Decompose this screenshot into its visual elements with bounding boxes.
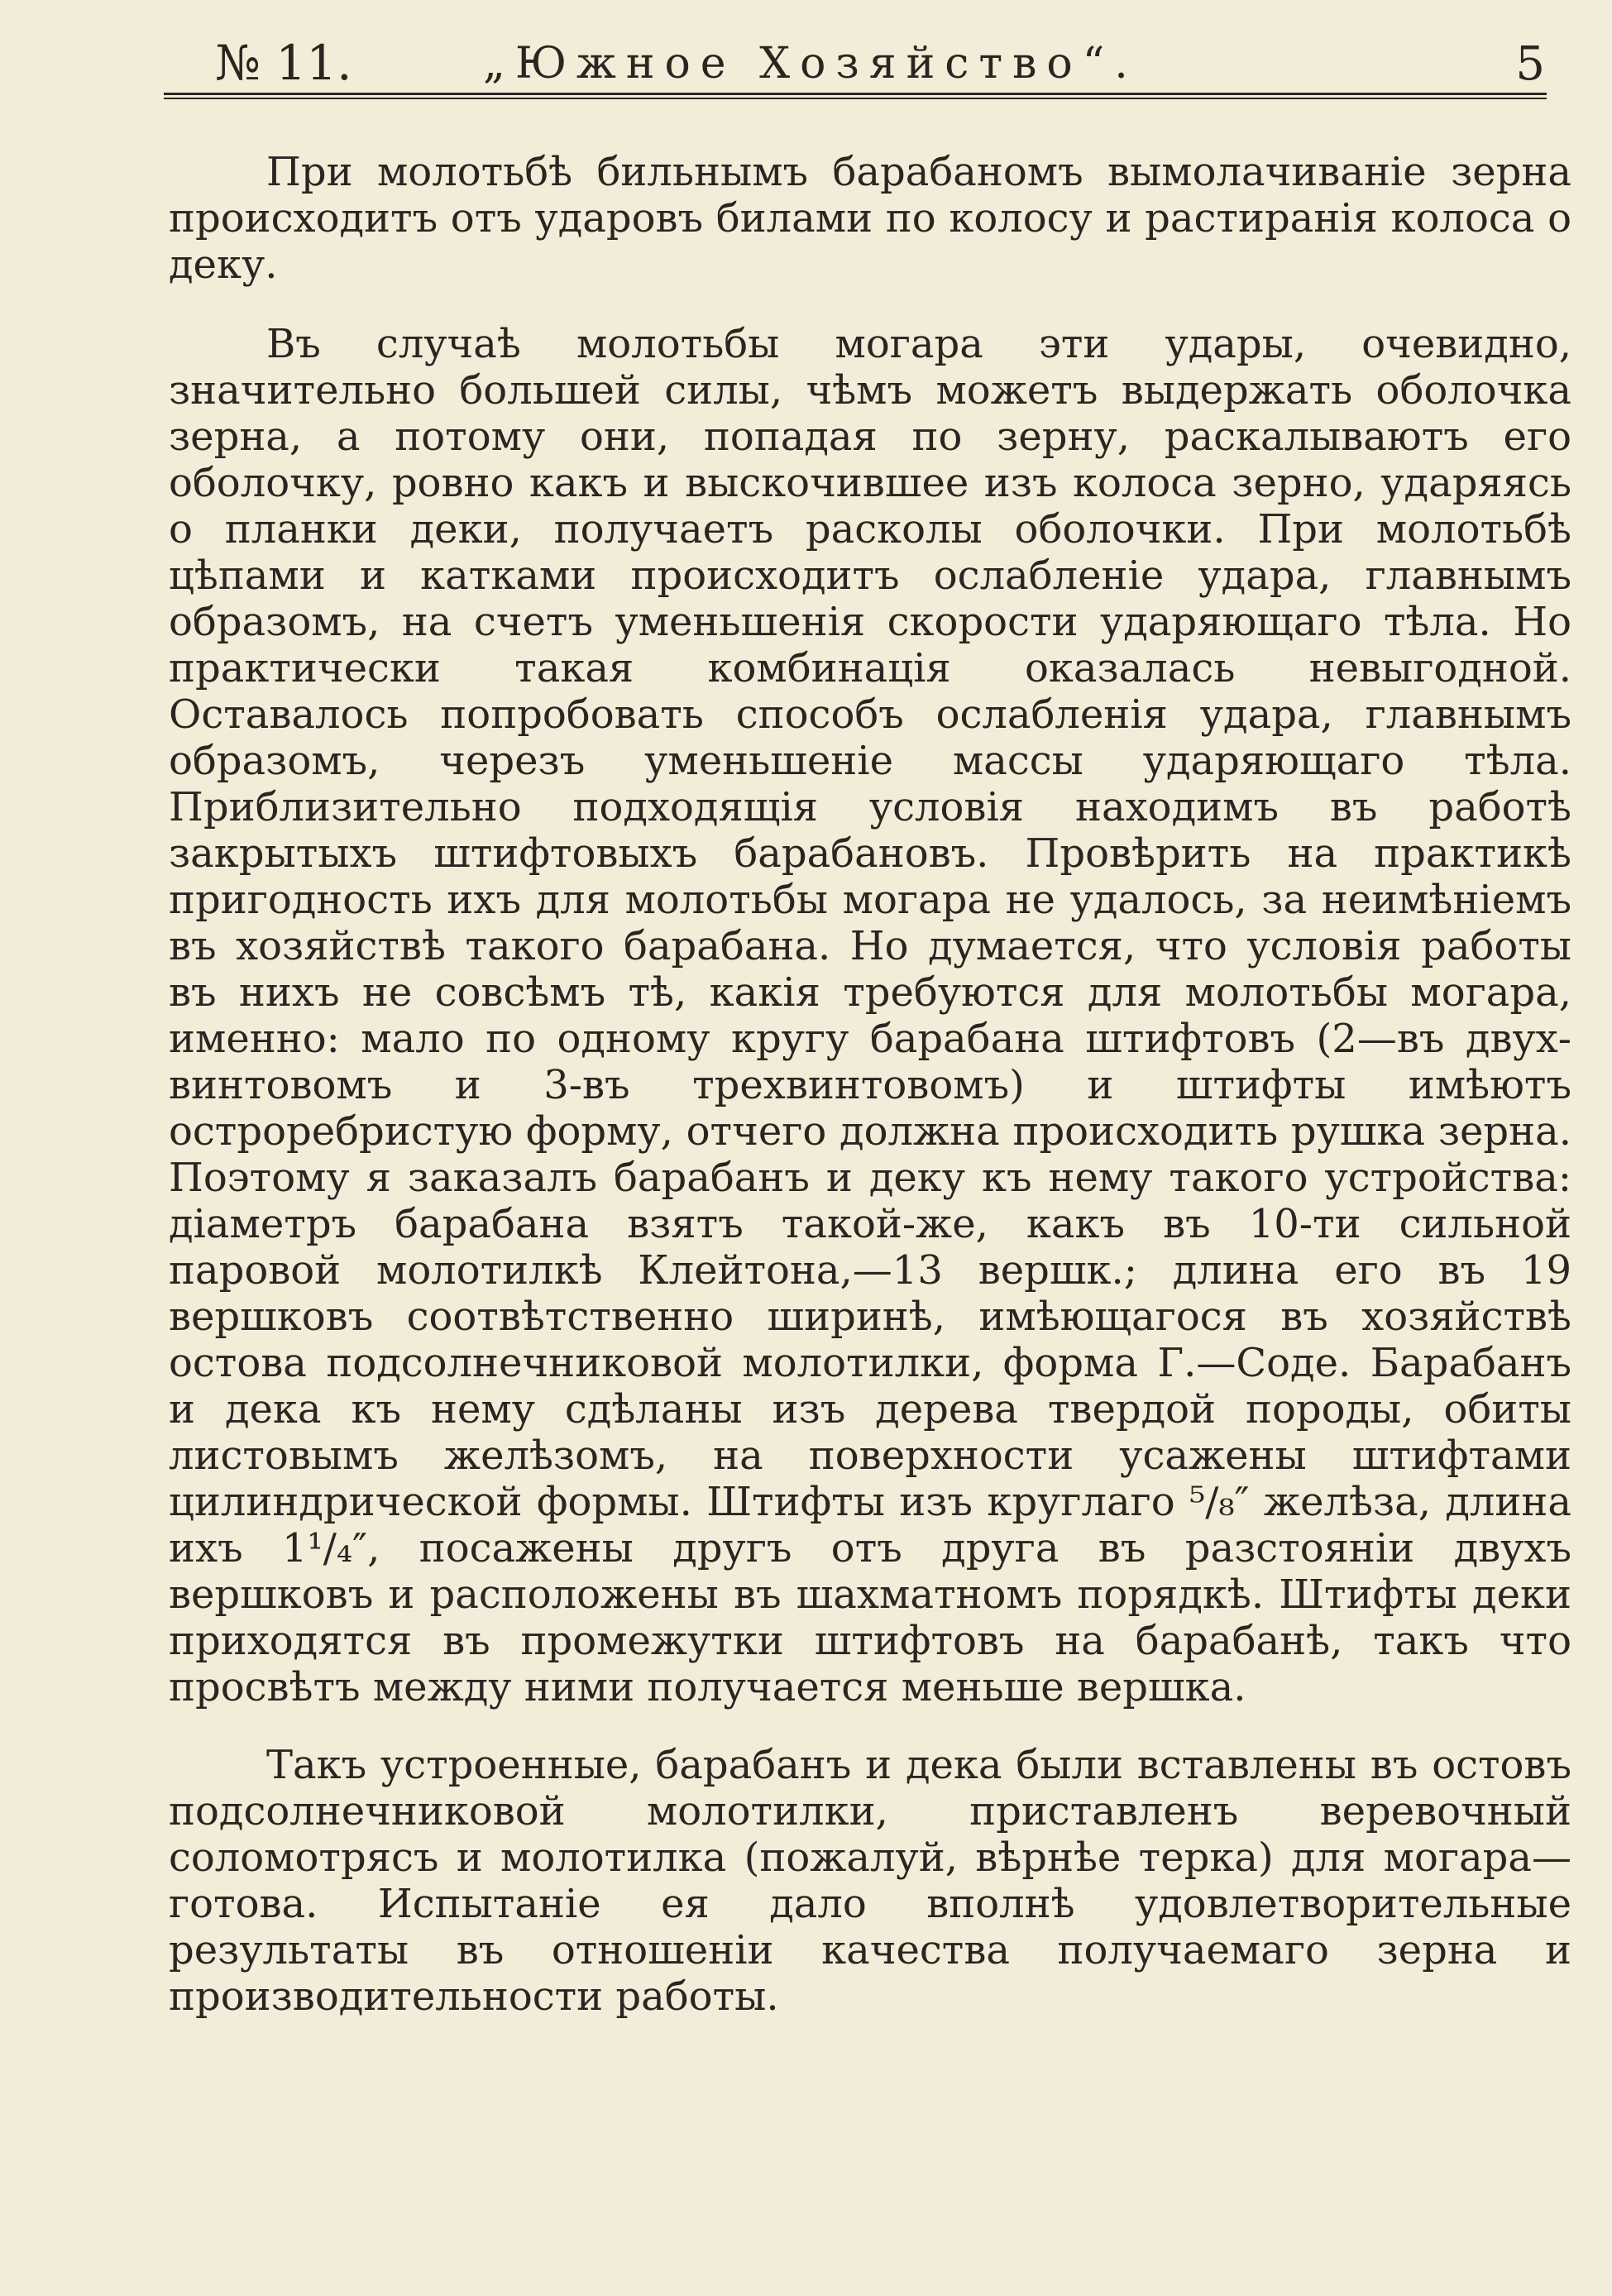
issue-number: № 11. [215,35,352,91]
paragraph: При молотьбѣ бильнымъ барабаномъ вымолачиваніе зерна происходитъ отъ ударовъ билами по колосу и растиранія колоса о деку. [169,149,1571,288]
journal-title: „Южное Хозяйство“. [483,39,1138,88]
paragraph: Въ случаѣ молотьбы могара эти удары, очевидно, значительно большей силы, чѣмъ можетъ выдержать оболочка зерна, а потому они, попадая по зерну, раскалываютъ его оболочку, ровно какъ и выскочившее изъ колоса зерно, ударяясь о планки деки, получаетъ расколы оболочки. При молотьбѣ цѣпами и катками происходитъ ослабленіе удара, главнымъ образомъ, на счетъ уменьшенія скорости ударяющаго тѣла. Но практически такая комбинація оказалась невыгодной. Оставалось попробовать способъ ослабленія удара, главнымъ образомъ, черезъ уменьшеніе массы ударяющаго тѣла. Приблизительно подходящія условія находимъ въ работѣ закрытыхъ штифтовыхъ барабановъ. Провѣрить на практикѣ пригодность ихъ для молотьбы могара не удалось, за неимѣніемъ въ хозяйствѣ такого барабана. Но думается, что условія работы въ нихъ не совсѣмъ тѣ, какія требуются для молотьбы могара, именно: мало по одному кругу барабана штифтовъ (2—въ двух-винтовомъ и 3-въ трехвинтовомъ) и штифты имѣютъ остроребристую форму, отчего должна происходить рушка зерна. Поэтому я заказалъ барабанъ и деку къ нему такого устройства: діаметръ барабана взятъ такой-же, какъ въ 10-ти сильной паровой молотилкѣ Клейтона,—13 вершк.; длина его въ 19 вершковъ соотвѣтственно ширинѣ, имѣющагося въ хозяйствѣ остова подсолнечниковой молотилки, форма Г.—Соде. Барабанъ и дека къ нему сдѣланы изъ дерева твердой породы, обиты листовымъ желѣзомъ, на поверхности усажены штифтами цилиндрической формы. Штифты изъ круглаго ⁵/₈″ желѣза, длина ихъ 1¹/₄″, посажены другъ отъ друга въ разстояніи двухъ вершковъ и расположены въ шахматномъ порядкѣ. Штифты деки приходятся въ промежутки штифтовъ на барабанѣ, такъ что просвѣтъ между ними получается меньше вершка. [169,321,1571,1710]
article-body [169,149,1571,2020]
header-rule [164,93,1547,99]
paragraph: Такъ устроенные, барабанъ и дека были вставлены въ остовъ подсолнечниковой молотилки, приставленъ веревочный соломотрясъ и молотилка (пожалуй, вѣрнѣе терка) для могара—готова. Испытаніе ея дало вполнѣ удовлетворительные результаты въ отношеніи качества получаемаго зерна и производительности работы. [169,1742,1571,2020]
page-number: 5 [1515,37,1545,91]
